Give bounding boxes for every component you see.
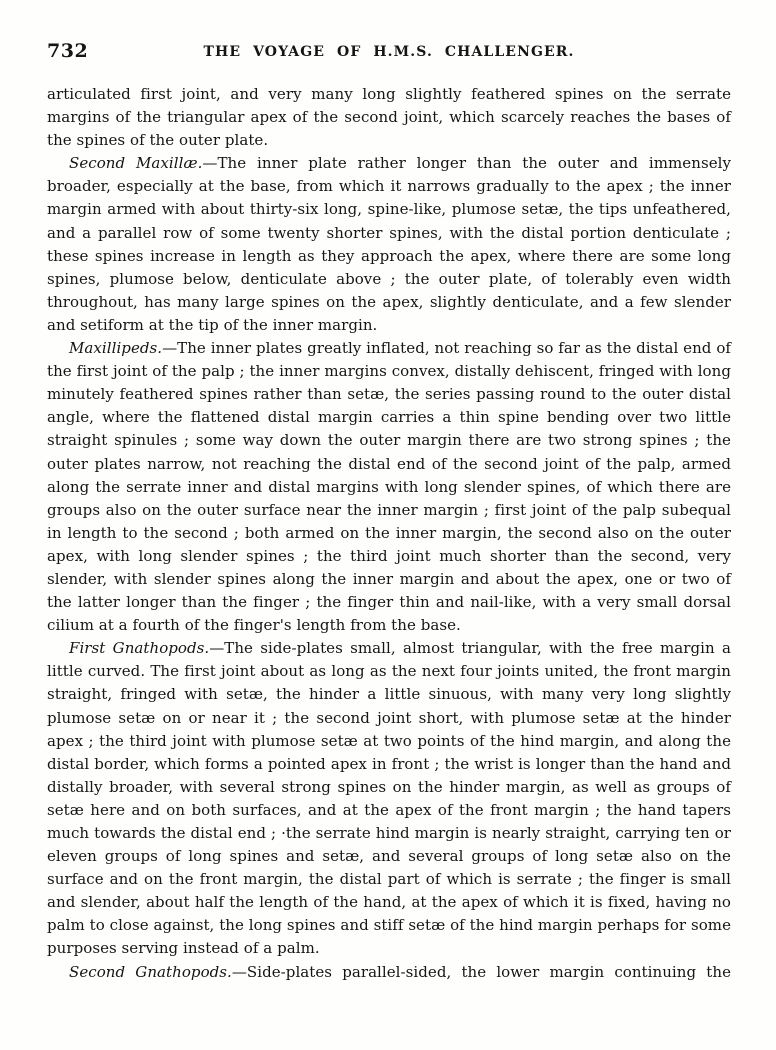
paragraph-lead: Second Gnathopods. xyxy=(69,962,232,981)
paragraph xyxy=(47,961,731,984)
paragraph-text: articulated first joint, and very many long slightly feathered spines on the serrate margins of the triangular apex of the second joint, which scarcely reaches the bases of the spines of the outer plate. xyxy=(47,85,731,150)
paragraph-text: —The inner plates greatly inflated, not reaching so far as the distal end of the first joint of the palp ; the inner margins convex, distally dehiscent, fringed with long minutely feathered spines rather than setæ, the series passing round to the outer distal angle, where the flattened distal margin carries a thin spine bending over two little straight spinules ; some way down the outer margin there are two strong spines ; the outer plates narrow, not reaching the distal end of the second joint of the palp, armed along the serrate inner and distal margins with long slender spines, of which there are groups also on the outer surface near the inner margin ; first joint of the palp subequal in length to the second ; both armed on the inner margin, the second also on the outer apex, with long slender spines ; the third joint much shorter than the second, very slender, with slender spines along the inner margin and about the apex, one or two of the latter longer than the finger ; the finger thin and nail-like, with a very small dorsal cilium at a fourth of the finger's length from the base. xyxy=(47,339,731,635)
text-block xyxy=(47,83,731,984)
running-title: THE VOYAGE OF H.M.S. CHALLENGER. xyxy=(203,44,575,60)
paragraph-lead: Second Maxillæ. xyxy=(69,154,203,173)
paragraph-lead: Maxillipeds. xyxy=(69,339,163,358)
paragraph-text: —The inner plate rather longer than the outer and immensely broader, especially at the base, from which it narrows gradually to the apex ; the inner margin armed with about thirty-six long, spine-like, plumose setæ, the tips unfeathered, and a parallel row of some twenty shorter spines, with the distal portion denticulate ; these spines increase in length as they approach the apex, where there are some long spines, plumose below, denticulate above ; the outer plate, of tolerably even width throughout, has many large spines on the apex, slightly denticulate, and a few slender and setiform at the tip of the inner margin. xyxy=(47,154,731,334)
page-number: 732 xyxy=(47,40,89,62)
paragraph-text: —Side-plates parallel-sided, the lower margin continuing the xyxy=(231,962,731,981)
page-header xyxy=(47,41,731,65)
paragraph xyxy=(47,152,731,337)
paragraph xyxy=(47,83,731,152)
paragraph-text: —The side-plates small, almost triangular, with the free margin a little curved. The first joint about as long as the next four joints united, the front margin straight, fringed with setæ, the hinder a little sinuous, with many very long slightly plumose setæ on or near it ; the second joint short, with plumose setæ at the hinder apex ; the third joint with plumose setæ at two points of the hind margin, and along the distal border, which forms a pointed apex in front ; the wrist is longer than the hand and distally broader, with several strong spines on the hinder margin, as well as groups of setæ here and on both surfaces, and at the apex of the front margin ; the hand tapers much towards the distal end ; ·the serrate hind margin is nearly straight, carrying ten or eleven groups of long spines and setæ, and several groups of long setæ also on the surface and on the front margin, the distal part of which is serrate ; the finger is small and slender, about half the length of the hand, at the apex of which it is fixed, having no palm to close against, the long spines and stiff setæ of the hind margin perhaps for some purposes serving instead of a palm. xyxy=(47,639,731,958)
paragraph-lead: First Gnathopods. xyxy=(69,639,210,658)
paragraph xyxy=(47,637,731,960)
paragraph xyxy=(47,337,731,637)
